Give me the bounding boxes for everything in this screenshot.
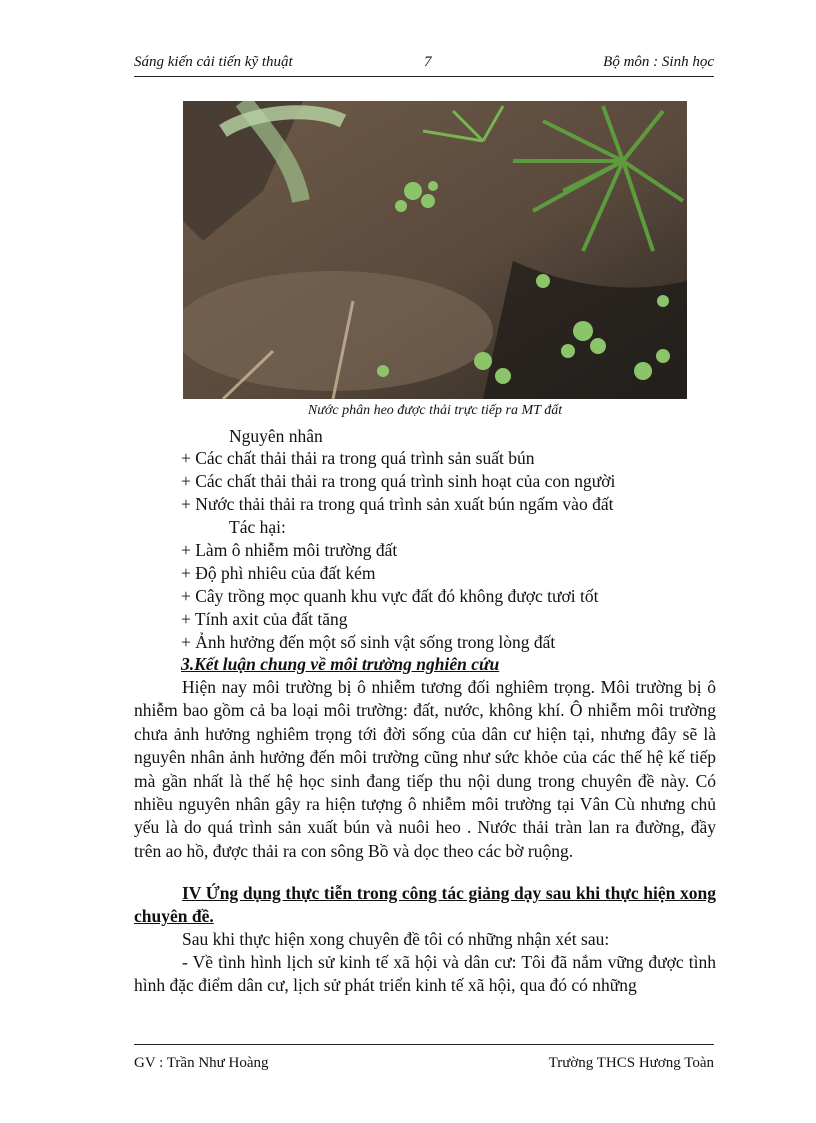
harms-title: Tác hại:	[229, 517, 286, 537]
soil-photo	[183, 101, 687, 399]
section-4-intro: Sau khi thực hiện xong chuyên đề tôi có những nhận xét sau:	[182, 929, 610, 949]
footer-author: GV : Trần Như Hoàng	[134, 1055, 269, 1071]
harm-item: + Cây trồng mọc quanh khu vực đất đó không được tươi tốt	[181, 586, 599, 606]
cause-item: + Nước thải thải ra trong quá trình sản xuất bún ngấm vào đất	[181, 494, 614, 514]
header-subject: Bộ môn : Sinh học	[603, 54, 714, 70]
soil-photo-illustration	[183, 101, 687, 399]
harm-item: + Tính axit của đất tăng	[181, 609, 348, 629]
section-4-heading: IV Ứng dụng thực tiễn trong công tác giảng dạy sau khi thực hiện xong chuyên đề.	[134, 883, 716, 927]
cause-item: + Các chất thải thải ra trong quá trình sinh hoạt của con người	[181, 471, 616, 491]
page-header	[134, 52, 714, 77]
harm-item: + Làm ô nhiễm môi trường đất	[181, 540, 398, 560]
section-4-point: - Về tình hình lịch sử kinh tế xã hội và dân cư: Tôi đã nắm vững được tình hình đặc điểm dân cư, lịch sử phát triển kinh tế xã hội, qua đó có những	[134, 952, 716, 996]
page-number: 7	[424, 54, 432, 70]
harm-item: + Độ phì nhiêu của đất kém	[181, 563, 376, 583]
photo-caption: Nước phân heo được thải trực tiếp ra MT đất	[307, 403, 563, 418]
harm-item: + Ảnh hưởng đến một số sinh vật sống trong lòng đất	[181, 632, 556, 652]
footer-school: Trường THCS Hương Toàn	[548, 1055, 714, 1071]
header-title: Sáng kiến cải tiến kỹ thuật	[134, 54, 293, 70]
causes-title: Nguyên nhân	[229, 426, 323, 446]
cause-item: + Các chất thải thải ra trong quá trình sản suất bún	[181, 448, 535, 468]
page-footer	[134, 1044, 714, 1071]
section-3-paragraph: Hiện nay môi trường bị ô nhiễm tương đối nghiêm trọng. Môi trường bị ô nhiễm bao gồm cả ba loại môi trường: đất, nước, không khí. Ô nhiễm môi trường chưa ảnh hưởng nghiêm trọng tới đời sống của dân cư hiện tại, nhưng đây sẽ là nguyên nhân ảnh hưởng đến môi trường cũng như sức khỏe của các thế hệ kế tiếp mà gần nhất là thế hệ học sinh đang tiếp thu nội dung trong chuyên đề này. Có nhiều nguyên nhân gây ra hiện tượng ô nhiễm môi trường tại Vân Cù nhưng chủ yếu là do quá trình sản xuất bún và nuôi heo . Nước thải tràn lan ra đường, đầy trên ao hồ, được thải ra con sông Bồ và dọc theo các bờ ruộng.	[134, 677, 716, 861]
section-3-heading: 3.Kết luận chung về môi trường nghiên cứu	[181, 654, 500, 674]
